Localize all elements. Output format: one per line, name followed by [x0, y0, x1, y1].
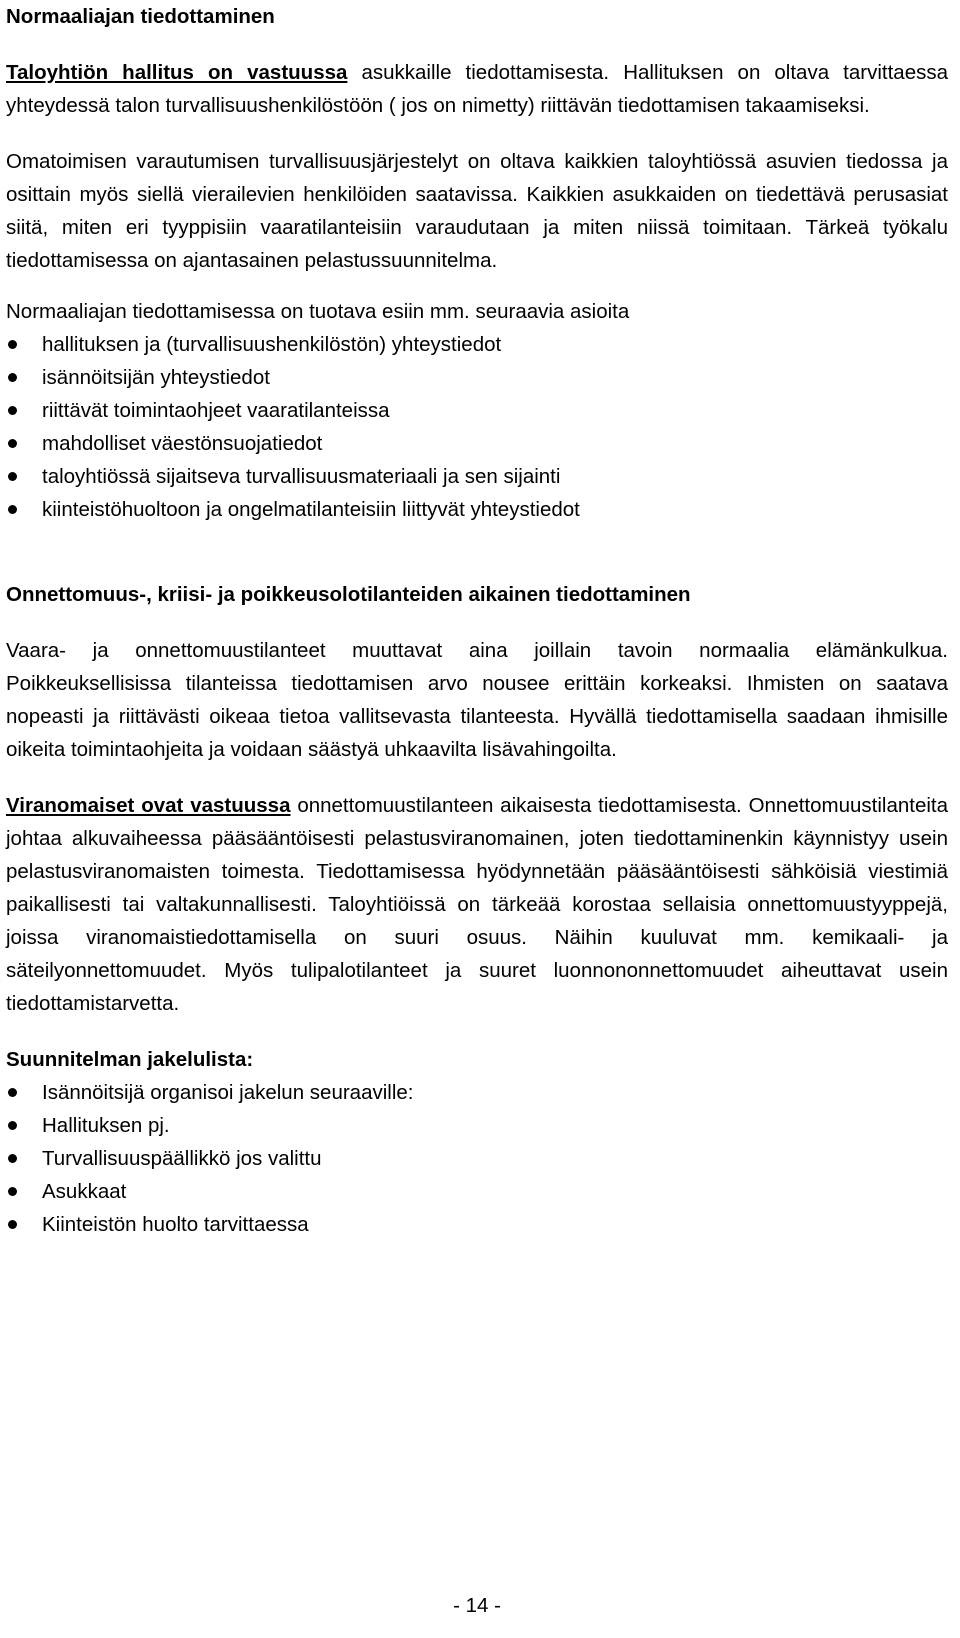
section-heading-distribution: Suunnitelman jakelulista:: [6, 1048, 254, 1071]
list-item: Hallituksen pj.: [6, 1109, 948, 1142]
bullet-icon: [8, 1154, 17, 1163]
list-item: isännöitsijän yhteystiedot: [6, 361, 948, 394]
bullet-icon: [8, 406, 17, 415]
list-item: Isännöitsijä organisoi jakelun seuraaville:: [6, 1076, 948, 1109]
list-item: mahdolliset väestönsuojatiedot: [6, 427, 948, 460]
paragraph-emergency-situations: Vaara- ja onnettomuustilanteet muuttavat aina joillain tavoin normaalia elämänkulkua. Poikkeuksellisissa tilanteissa tiedottamisen arvo nousee erittäin korkeaksi. Ihmisten on saatava nopeasti ja riittävästi oikeaa tietoa vallitsevasta tilanteesta. Hyvällä tiedottamisella saadaan ihmisille oikeita toimintaohjeita ja voidaan säästyä uhkaavilta lisävahingoilta.: [6, 639, 948, 761]
bullet-icon: [8, 1187, 17, 1196]
distribution-list: [6, 1076, 948, 1241]
bullet-icon: [8, 472, 17, 481]
list-item: taloyhtiössä sijaitseva turvallisuusmateriaali ja sen sijainti: [6, 460, 948, 493]
bullet-icon: [8, 505, 17, 514]
bullet-icon: [8, 439, 17, 448]
bullet-icon: [8, 1220, 17, 1229]
underlined-phrase: Viranomaiset ovat vastuussa: [6, 794, 291, 817]
list-intro: Normaaliajan tiedottamisessa on tuotava esiin mm. seuraavia asioita: [6, 300, 630, 323]
bullet-icon: [8, 340, 17, 349]
list-item: riittävät toimintaohjeet vaaratilanteissa: [6, 394, 948, 427]
paragraph-board-responsibility: [6, 56, 948, 122]
list-item: kiinteistöhuoltoon ja ongelmatilanteisiin liittyvät yhteystiedot: [6, 493, 948, 526]
page-number: - 14 -: [453, 1594, 501, 1617]
normal-times-list: [6, 328, 948, 526]
paragraph-authorities-responsibility: [6, 789, 948, 1020]
section-heading-emergency: Onnettomuus-, kriisi- ja poikkeusolotilanteiden aikainen tiedottaminen: [6, 583, 691, 606]
paragraph-text: onnettomuustilanteen aikaisesta tiedottamisesta. Onnettomuustilanteita johtaa alkuvaiheessa pääsääntöisesti pelastusviranomainen, joten tiedottaminenkin käynnistyy usein pelastusviranomaisten toimesta. Tiedottamisessa hyödynnetään pääsääntöisesti sähköisiä viestimiä paikallisesti tai valtakunnallisesti. Taloyhtiöissä on tärkeää korostaa sellaisia onnettomuustyyppejä, joissa viranomaistiedottamisella on suuri osuus. Näihin kuuluvat mm. kemikaali- ja säteilyonnettomuudet. Myös tulipalotilanteet ja suuret luonnononnettomuudet aiheuttavat usein tiedottamistarvetta.: [6, 794, 949, 1015]
section-heading-normal-times: Normaaliajan tiedottaminen: [6, 5, 275, 28]
list-item: Kiinteistön huolto tarvittaessa: [6, 1208, 948, 1241]
list-item: hallituksen ja (turvallisuushenkilöstön) yhteystiedot: [6, 328, 948, 361]
bullet-icon: [8, 1088, 17, 1097]
paragraph-text: asukkaille tiedottamisesta. Hallituksen on oltava tarvittaessa yhteydessä talon turvallisuushenkilöstöön ( jos on nimetty) riittävän tiedottamisen takaamiseksi.: [6, 61, 949, 117]
paragraph-preparedness: Omatoimisen varautumisen turvallisuusjärjestelyt on oltava kaikkien taloyhtiössä asuvien tiedossa ja osittain myös siellä vierailevien henkilöiden saatavissa. Kaikkien asukkaiden on tiedettävä perusasiat siitä, miten eri tyyppisiin vaaratilanteisiin varaudutaan ja miten niissä toimitaan. Tärkeä työkalu tiedottamisessa on ajantasainen pelastussuunnitelma.: [6, 150, 948, 272]
list-item: Asukkaat: [6, 1175, 948, 1208]
document-content: [6, 0, 948, 1241]
bullet-icon: [8, 1121, 17, 1130]
bullet-icon: [8, 373, 17, 382]
underlined-phrase: Taloyhtiön hallitus on vastuussa: [6, 61, 348, 84]
document-page: [6, 0, 948, 1638]
list-item: Turvallisuuspäällikkö jos valittu: [6, 1142, 948, 1175]
